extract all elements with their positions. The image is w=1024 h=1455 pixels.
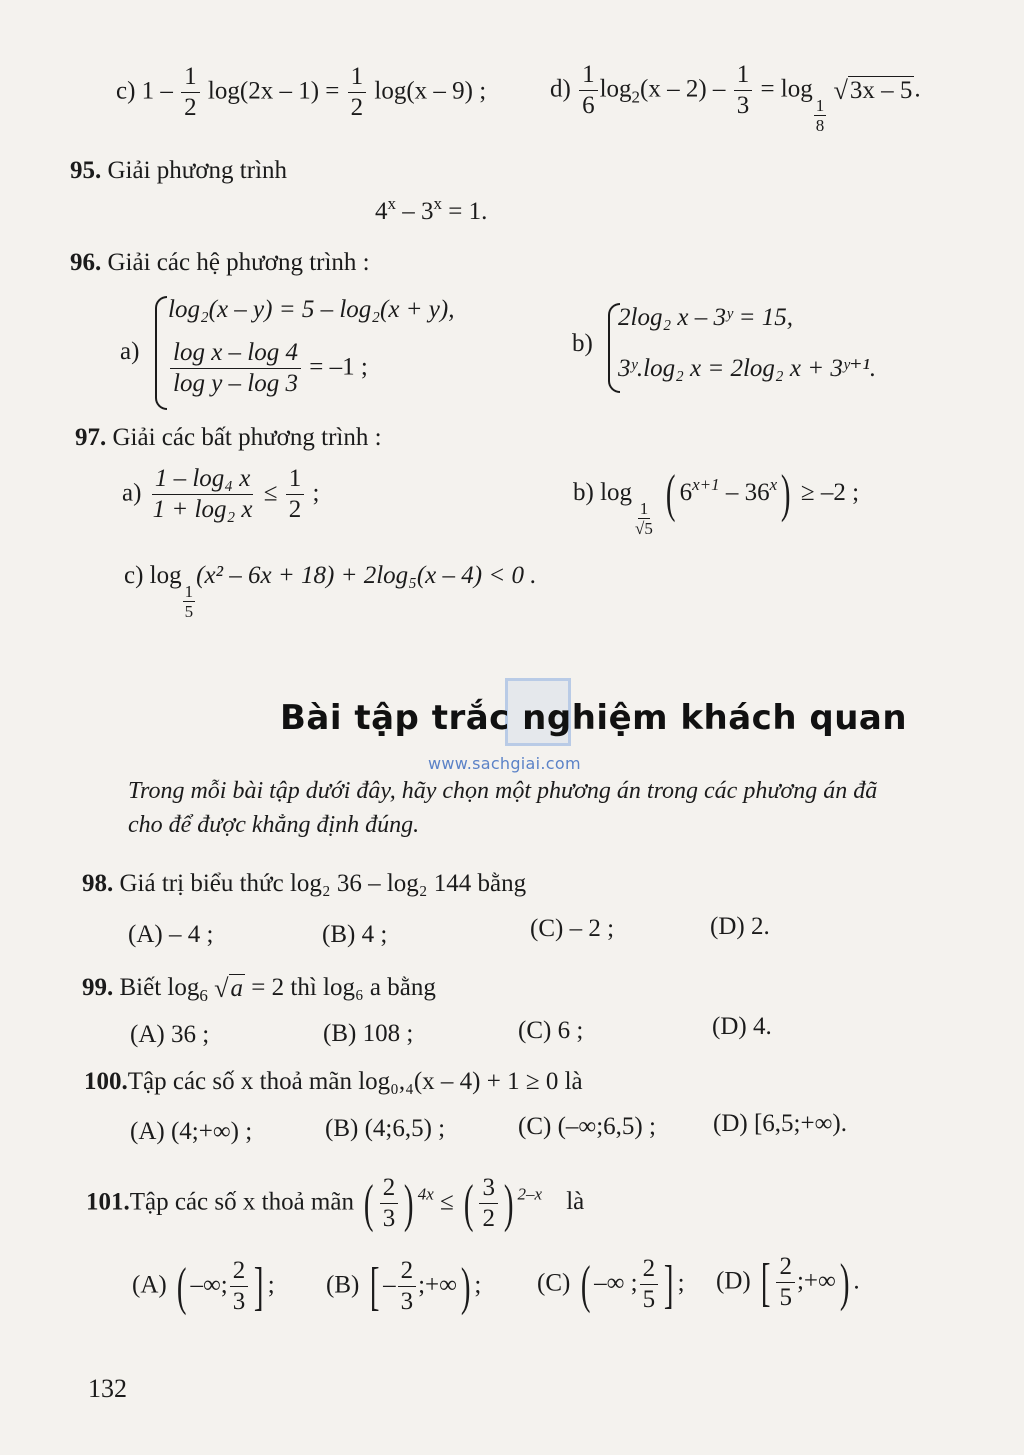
section-intro-line1: Trong mỗi bài tập dưới đây, hãy chọn một phương án trong các phương án đã bbox=[128, 778, 878, 804]
q100-option-b: (B) (4;6,5) ; bbox=[325, 1115, 446, 1142]
q99-option-c: (C) 6 ; bbox=[518, 1017, 584, 1044]
q100-option-c: (C) (–∞;6,5) ; bbox=[518, 1113, 656, 1140]
q101-option-a: (A) ( –∞; $\frac{2}{3}$ ] ; bbox=[132, 1257, 275, 1316]
p97c: c) log $\frac{1}{5}$ (x² – 6x + 18) + 2log₅(x – 4) < 0 . bbox=[124, 562, 537, 622]
section-title: Bài tập trắc nghiệm khách quan bbox=[280, 698, 908, 738]
p97-title: Giải các bất phương trình : bbox=[112, 424, 382, 451]
p96a-brace bbox=[155, 296, 167, 410]
p96b-label: b) bbox=[572, 330, 593, 357]
p94d-sqrt: √ 3x – 5 bbox=[833, 75, 913, 105]
p97a-rhs-frac: $\frac{1}{2}$ bbox=[286, 466, 305, 524]
page-number: 132 bbox=[88, 1374, 127, 1403]
problem-94d: d) $\frac{1}{6}$ $\log_2(x - 2)$ – $\frac{1}{3}$ = log $\frac{1}{8}$ √ 3x – 5 . bbox=[550, 61, 921, 135]
q99-stem: 99. Biết $\log_6$ √ a = 2 thì log₆ a bằng bbox=[82, 974, 436, 1005]
q99-option-b: (B) 108 ; bbox=[323, 1020, 414, 1047]
q101-frac-2: $\frac{3}{2}$ bbox=[479, 1175, 498, 1233]
q100-stem bbox=[84, 1068, 583, 1096]
q98-text: Giá trị biểu thức log₂ 36 – log₂ 144 bằng bbox=[119, 870, 527, 897]
p96a-line1: log₂(x – y) = 5 – log₂(x + y), bbox=[168, 296, 455, 323]
p97b: b) log $\frac{1}{√5}$ ( $6^{x+1} - 36^x) \ge -2$ ; bbox=[573, 465, 860, 539]
q101-stem: 101.Tập các số x thoả mãn ( $\frac{2}{3}$ ) $^{4x}$ ≤ ( $\frac{3}{2}$ ) $^{2-x}$ là bbox=[86, 1174, 585, 1233]
p94c-frac-1: $\frac{1}{2}$ bbox=[181, 64, 200, 122]
p94d-frac-1: $\frac{1}{6}$ bbox=[579, 62, 598, 120]
p94c-rhs: log(x – 9) ; bbox=[374, 77, 487, 105]
section-intro-line2: cho để được khẳng định đúng. bbox=[128, 812, 420, 838]
q99-option-a: (A) 36 ; bbox=[130, 1021, 210, 1048]
p96a-frac: $\frac{\text{log x – log 4}}{\text{log y – log 3}}$ bbox=[170, 340, 301, 398]
q99-sqrt: √ a bbox=[214, 974, 244, 1004]
p97c-log-base: $\frac{1}{5}$ bbox=[184, 582, 194, 622]
q100-number: 100. bbox=[84, 1068, 128, 1095]
p94c-lhs-b: log(2x – 1) = bbox=[207, 77, 340, 105]
q98-option-c: (C) – 2 ; bbox=[530, 915, 615, 942]
q99-option-d: (D) 4. bbox=[712, 1013, 772, 1040]
p96-title: Giải các hệ phương trình : bbox=[107, 249, 370, 276]
p96-number: 96. bbox=[70, 249, 102, 276]
p96b-line1: 2log₂ x – 3ʸ = 15, bbox=[618, 304, 793, 331]
q98-stem bbox=[82, 870, 526, 898]
q101-option-c: (C) ( –∞ ; $\frac{2}{5}$ ] ; bbox=[537, 1255, 685, 1314]
p95-number: 95. bbox=[70, 157, 102, 184]
p94c-label: c) bbox=[116, 77, 136, 105]
p97a-frac: $\frac{\text{1 – log₄ x}}{\text{1 + log₂ x}}$ bbox=[152, 465, 253, 524]
p94d-mid: (x – 2) – bbox=[640, 75, 726, 103]
problem-94c bbox=[116, 64, 486, 122]
p95-equation: $4^x - 3^x = 1$. bbox=[375, 193, 488, 225]
p96b-line2: 3ʸ.log₂ x = 2log₂ x + 3ʸ⁺¹. bbox=[618, 355, 877, 382]
q101-option-d: (D) [ $\frac{2}{5}$ ;+∞) . bbox=[716, 1253, 860, 1312]
q100-text: Tập các số x thoả mãn log₀,₄(x – 4) + 1 ≥ 0 là bbox=[127, 1068, 583, 1095]
p94c-lhs-a: 1 – bbox=[141, 77, 173, 105]
p94c-frac-2: $\frac{1}{2}$ bbox=[348, 64, 367, 122]
q98-option-a: (A) – 4 ; bbox=[128, 921, 214, 948]
q99-number: 99. bbox=[82, 974, 114, 1001]
q98-option-d: (D) 2. bbox=[710, 913, 770, 940]
q100-option-d: (D) [6,5;+∞). bbox=[713, 1110, 847, 1137]
watermark-text: www.sachgiai.com bbox=[428, 754, 581, 773]
p94d-label: d) bbox=[550, 75, 571, 103]
q98-number: 98. bbox=[82, 870, 114, 897]
q100-option-a: (A) (4;+∞) ; bbox=[130, 1118, 253, 1145]
p94d-frac-2: $\frac{1}{3}$ bbox=[734, 62, 753, 120]
q98-option-b: (B) 4 ; bbox=[322, 921, 388, 948]
q101-number: 101. bbox=[86, 1188, 130, 1216]
p95-title: Giải phương trình bbox=[107, 157, 288, 184]
problem-97-heading bbox=[75, 424, 382, 452]
q101-option-b: (B) [ – $\frac{2}{3}$ ;+∞) ; bbox=[326, 1257, 482, 1316]
p96a-line2: $\frac{\text{log x – log 4}}{\text{log y – log 3}}$ = –1 ; bbox=[168, 340, 368, 398]
p97b-log-base: $\frac{1}{√5}$ bbox=[635, 499, 653, 539]
problem-96-heading bbox=[70, 249, 370, 277]
q101-text: Tập các số x thoả mãn bbox=[129, 1188, 354, 1216]
p94d-eq: = log bbox=[760, 75, 813, 103]
p96a-label: a) bbox=[120, 338, 140, 365]
p97-number: 97. bbox=[75, 424, 107, 451]
problem-95-heading bbox=[70, 157, 287, 185]
q101-frac-1: $\frac{2}{3}$ bbox=[380, 1175, 399, 1233]
p94d-log-base: $\frac{1}{8}$ bbox=[815, 95, 825, 135]
p97a: a) $\frac{\text{1 – log₄ x}}{\text{1 + log₂ x}}$ ≤ $\frac{1}{2}$ ; bbox=[122, 465, 320, 524]
